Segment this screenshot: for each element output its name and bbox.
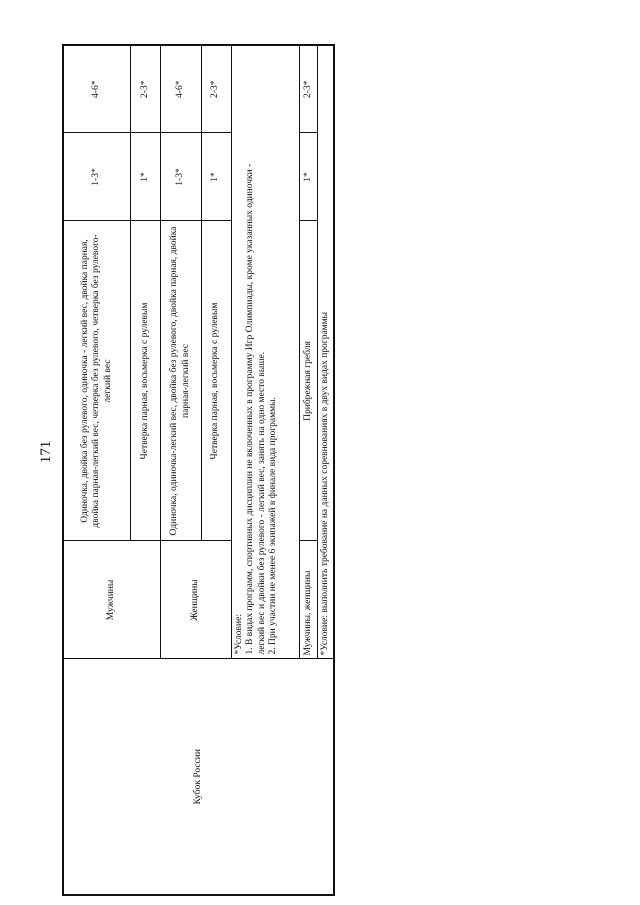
crews-cell: 2-3* (300, 45, 318, 133)
crews-cell: 2-3* (201, 45, 231, 133)
ranking-table-frame (62, 46, 335, 896)
places-cell: 1* (130, 133, 160, 221)
coastal-gender-cell: Мужчины, женщины (300, 541, 318, 659)
places-cell: 1* (300, 133, 318, 221)
page-number: 171 (38, 440, 54, 464)
condition-line: 1. В видах программ, спортивных дисциплин не включенных в программу Игр Олимпиады, кроме указанных одиночки - (245, 163, 256, 655)
footnote-cell: *Условие: выполнить требование на данных соревнованиях в двух видах программы (318, 45, 334, 659)
disciplines-cell: Четверка парная, восьмерка с рулевым (130, 221, 160, 541)
disciplines-cell: Четверка парная, восьмерка с рулевым (201, 221, 231, 541)
places-cell: 1* (201, 133, 231, 221)
condition-block (231, 45, 300, 659)
gender-cell-men: Мужчины (63, 541, 161, 659)
crews-cell: 4-6* (63, 45, 130, 133)
table-row (63, 45, 130, 895)
gender-cell-women: Женщины (161, 541, 232, 659)
crews-cell: 2-3* (130, 45, 160, 133)
disciplines-cell: Одиночка, одиночка-легкий вес, двойка без рулевого, двойка парная, двойка парная-легкий вес (161, 221, 201, 541)
ranking-table (62, 44, 335, 896)
condition-title: *Условие: (233, 614, 244, 655)
crews-cell: 4-6* (161, 45, 201, 133)
places-cell: 1-3* (63, 133, 130, 221)
condition-line: 2. При участии не менее 6 экипажей в финале вида программы. (267, 397, 278, 655)
competition-cell: Кубок России (63, 659, 334, 895)
places-cell: 1-3* (161, 133, 201, 221)
disciplines-cell: Одиночка, двойка без рулевого, одиночка - легкий вес, двойка парная, двойка парная-легкий вес, четверка без рулевого, четверка без рулевого-легкий вес (63, 221, 130, 541)
coastal-discipline-cell: Прибрежная гребля (300, 221, 318, 541)
condition-line: легкий вес и двойки без рулевого - легкий вес, занять на одно место выше. (256, 351, 267, 655)
